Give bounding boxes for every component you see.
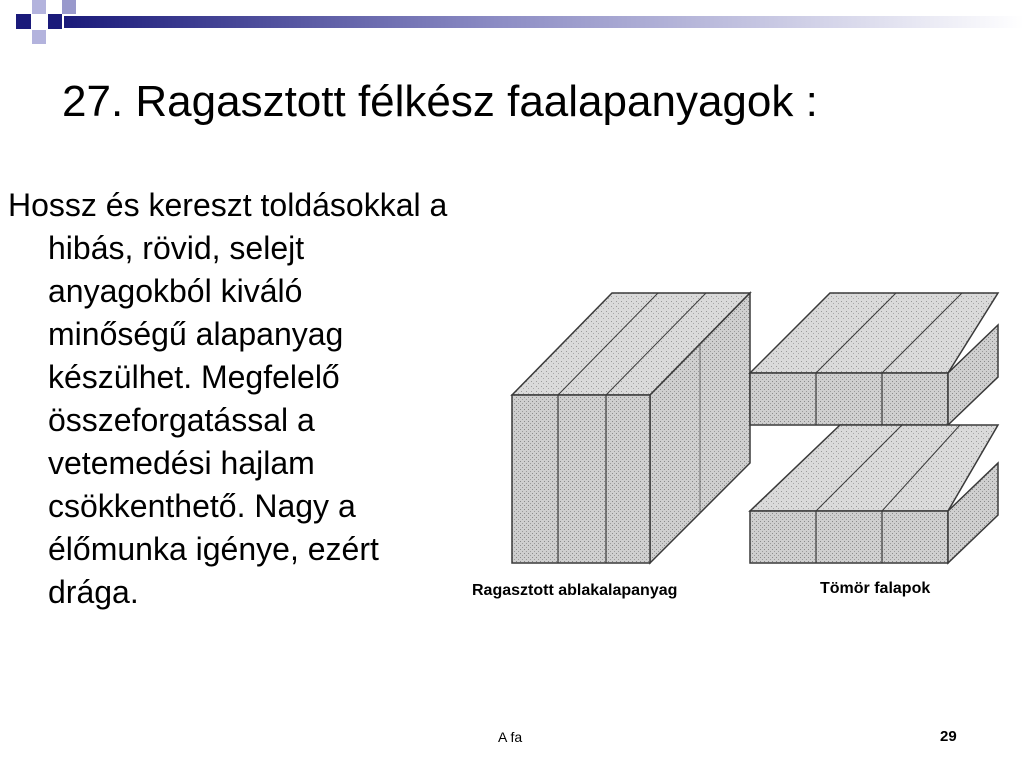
deco-square-lavender-3 — [62, 0, 76, 14]
left-block-front — [512, 395, 650, 563]
footer-label: A fa — [498, 729, 523, 745]
caption-glued-window-stock: Ragasztott ablakalapanyag — [472, 582, 678, 599]
deco-square-navy — [16, 14, 31, 29]
deco-gradient-bar — [64, 16, 1024, 28]
wood-blocks-illustration — [460, 285, 1010, 615]
solid-board-upper — [750, 293, 998, 425]
lower-board-front — [750, 511, 948, 563]
slide-title: 27. Ragasztott félkész faalapanyagok : — [62, 77, 818, 126]
header-decoration — [0, 0, 1024, 48]
deco-square-lavender-2 — [32, 30, 46, 44]
upper-board-front — [750, 373, 948, 425]
body-paragraph: Hossz és kereszt toldásokkal a hibás, rövid, selejt anyagokból kiváló minőségű alapanyag készülhet. Megfelelő összeforgatással a vetemedési hajlam csökkenthető. Nagy a élőmunka igénye, ezért drága. — [8, 187, 448, 610]
body-text-block — [8, 184, 448, 614]
glued-window-stock-block — [512, 293, 750, 563]
solid-board-lower — [750, 425, 998, 563]
deco-square-navy-small — [48, 14, 62, 29]
caption-solid-boards: Tömör falapok — [820, 580, 931, 597]
deco-square-lavender-1 — [32, 0, 46, 14]
page-number: 29 — [940, 728, 957, 745]
